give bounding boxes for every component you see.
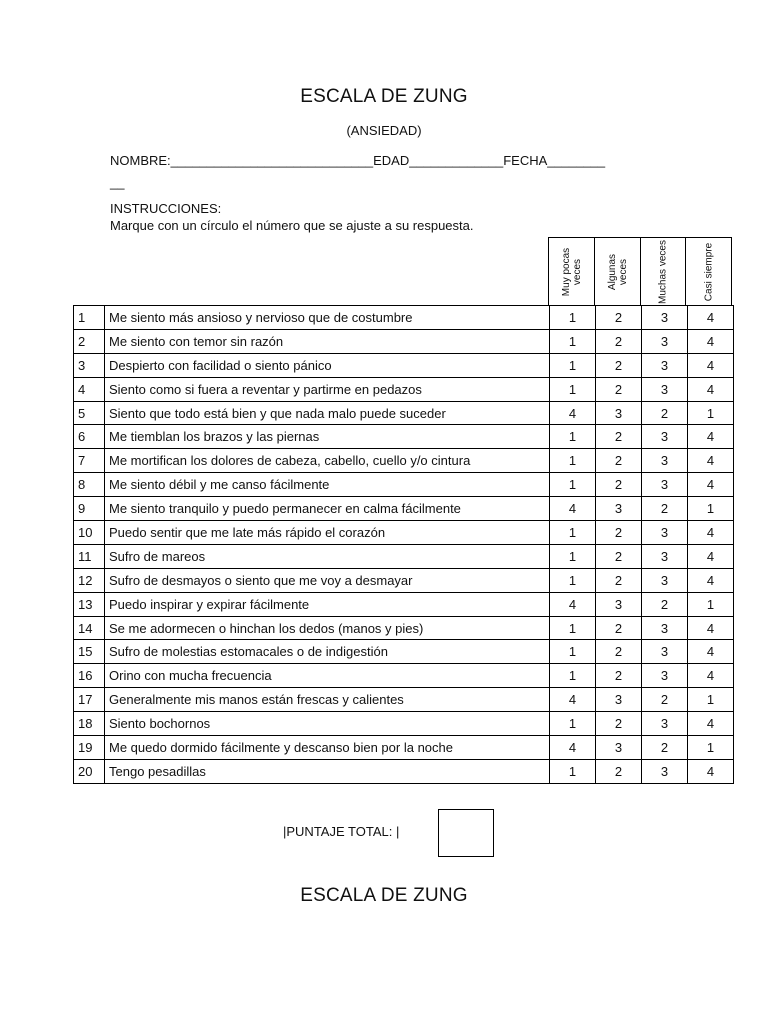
item-score-option[interactable]: 3 [642,353,688,377]
item-score-option[interactable]: 2 [642,497,688,521]
total-score-box[interactable] [438,809,494,857]
item-number: 4 [74,377,105,401]
item-score-option[interactable]: 2 [596,544,642,568]
column-header-algunas-veces [594,238,640,305]
item-score-option[interactable]: 3 [642,306,688,330]
item-score-option[interactable]: 4 [688,306,734,330]
instructions-heading: INSTRUCCIONES: [110,201,222,216]
item-statement: Siento como si fuera a reventar y partirme en pedazos [105,377,550,401]
item-score-option[interactable]: 1 [550,473,596,497]
page-subtitle: (ANSIEDAD) [346,123,422,138]
item-score-option[interactable]: 4 [550,497,596,521]
answer-column-headers [548,237,732,305]
item-score-option[interactable]: 4 [688,473,734,497]
item-score-option[interactable]: 2 [596,425,642,449]
item-score-option[interactable]: 4 [688,664,734,688]
page-title: ESCALA DE ZUNG [300,86,468,107]
item-statement: Se me adormecen o hinchan los dedos (manos y pies) [105,616,550,640]
total-score-label: |PUNTAJE TOTAL: | [283,824,400,839]
item-score-option[interactable]: 3 [642,616,688,640]
item-score-option[interactable]: 2 [596,640,642,664]
item-score-option[interactable]: 2 [642,736,688,760]
item-statement: Siento que todo está bien y que nada malo puede suceder [105,401,550,425]
table-row [74,497,734,521]
item-number: 18 [74,712,105,736]
item-score-option[interactable]: 1 [550,616,596,640]
table-row [74,329,734,353]
item-statement: Sufro de mareos [105,544,550,568]
item-statement: Me siento tranquilo y puedo permanecer en calma fácilmente [105,497,550,521]
item-score-option[interactable]: 3 [642,473,688,497]
item-score-option[interactable]: 2 [642,401,688,425]
item-score-option[interactable]: 4 [688,640,734,664]
table-row [74,544,734,568]
item-score-option[interactable]: 4 [550,592,596,616]
item-score-option[interactable]: 4 [688,759,734,783]
item-statement: Tengo pesadillas [105,759,550,783]
item-score-option[interactable]: 1 [550,425,596,449]
item-score-option[interactable]: 1 [550,353,596,377]
item-score-option[interactable]: 1 [550,640,596,664]
table-row [74,377,734,401]
item-score-option[interactable]: 1 [550,521,596,545]
item-number: 19 [74,736,105,760]
item-score-option[interactable]: 3 [642,712,688,736]
item-score-option[interactable]: 1 [688,401,734,425]
table-row [74,401,734,425]
item-number: 2 [74,329,105,353]
patient-fields-wrap: __ [110,175,125,190]
item-statement: Sufro de molestias estomacales o de indigestión [105,640,550,664]
column-header-label: Muy pocas veces [560,247,583,296]
item-score-option[interactable]: 2 [642,592,688,616]
item-score-option[interactable]: 2 [596,377,642,401]
item-score-option[interactable]: 1 [550,664,596,688]
item-number: 1 [74,306,105,330]
table-row [74,425,734,449]
footer-title: ESCALA DE ZUNG [300,885,468,906]
column-header-muy-pocas-veces [549,238,594,305]
item-number: 11 [74,544,105,568]
item-score-option[interactable]: 4 [550,688,596,712]
item-statement: Me siento débil y me canso fácilmente [105,473,550,497]
table-row [74,592,734,616]
item-score-option[interactable]: 3 [642,640,688,664]
item-score-option[interactable]: 4 [688,449,734,473]
item-number: 14 [74,616,105,640]
item-score-option[interactable]: 4 [688,377,734,401]
item-number: 15 [74,640,105,664]
table-row [74,736,734,760]
item-score-option[interactable]: 4 [688,568,734,592]
item-score-option[interactable]: 2 [596,521,642,545]
item-statement: Puedo inspirar y expirar fácilmente [105,592,550,616]
item-score-option[interactable]: 3 [642,568,688,592]
item-number: 9 [74,497,105,521]
instructions-text: Marque con un círculo el número que se ajuste a su respuesta. [110,218,474,233]
item-score-option[interactable]: 1 [550,568,596,592]
item-statement: Siento bochornos [105,712,550,736]
item-score-option[interactable]: 2 [596,759,642,783]
item-score-option[interactable]: 3 [642,759,688,783]
item-score-option[interactable]: 4 [688,712,734,736]
column-header-casi-siempre [685,238,731,305]
item-score-option[interactable]: 2 [596,306,642,330]
table-row [74,473,734,497]
item-statement: Me mortifican los dolores de cabeza, cabello, cuello y/o cintura [105,449,550,473]
item-score-option[interactable]: 4 [688,521,734,545]
item-score-option[interactable]: 2 [596,473,642,497]
item-number: 17 [74,688,105,712]
table-row [74,616,734,640]
item-score-option[interactable]: 1 [688,497,734,521]
table-row [74,353,734,377]
item-score-option[interactable]: 3 [642,521,688,545]
item-statement: Puedo sentir que me late más rápido el corazón [105,521,550,545]
item-number: 7 [74,449,105,473]
item-number: 6 [74,425,105,449]
table-row [74,521,734,545]
item-score-option[interactable]: 3 [642,425,688,449]
item-score-option[interactable]: 3 [642,377,688,401]
item-score-option[interactable]: 4 [550,736,596,760]
item-score-option[interactable]: 1 [550,306,596,330]
table-row [74,688,734,712]
item-score-option[interactable]: 1 [550,449,596,473]
item-score-option[interactable]: 1 [550,544,596,568]
table-row [74,306,734,330]
column-header-label: Algunas veces [606,253,629,290]
item-score-option[interactable]: 1 [688,688,734,712]
item-statement: Generalmente mis manos están frescas y calientes [105,688,550,712]
item-score-option[interactable]: 1 [550,712,596,736]
column-header-label: Casi siempre [703,242,715,301]
item-number: 20 [74,759,105,783]
item-score-option[interactable]: 3 [596,592,642,616]
item-score-option[interactable]: 3 [642,544,688,568]
item-score-option[interactable]: 2 [596,353,642,377]
item-statement: Sufro de desmayos o siento que me voy a desmayar [105,568,550,592]
table-row [74,664,734,688]
table-row [74,449,734,473]
item-score-option[interactable]: 2 [596,616,642,640]
item-score-option[interactable]: 1 [550,759,596,783]
item-score-option[interactable]: 2 [596,329,642,353]
item-score-option[interactable]: 2 [596,664,642,688]
questionnaire-table [73,305,734,784]
item-score-option[interactable]: 1 [688,592,734,616]
item-score-option[interactable]: 1 [688,736,734,760]
item-score-option[interactable]: 4 [688,329,734,353]
item-score-option[interactable]: 2 [596,449,642,473]
item-statement: Me siento con temor sin razón [105,329,550,353]
table-row [74,640,734,664]
table-row [74,712,734,736]
item-score-option[interactable]: 1 [550,329,596,353]
table-row [74,759,734,783]
item-score-option[interactable]: 2 [596,568,642,592]
item-score-option[interactable]: 4 [550,401,596,425]
item-number: 13 [74,592,105,616]
item-number: 5 [74,401,105,425]
patient-fields-line: NOMBRE:____________________________EDAD_____________FECHA________ [110,153,606,168]
table-row [74,568,734,592]
item-score-option[interactable]: 3 [596,688,642,712]
item-score-option[interactable]: 3 [642,449,688,473]
item-number: 12 [74,568,105,592]
item-score-option[interactable]: 2 [642,688,688,712]
item-score-option[interactable]: 4 [688,425,734,449]
item-number: 3 [74,353,105,377]
item-statement: Me siento más ansioso y nervioso que de costumbre [105,306,550,330]
item-score-option[interactable]: 4 [688,353,734,377]
item-score-option[interactable]: 3 [596,736,642,760]
item-statement: Me quedo dormido fácilmente y descanso bien por la noche [105,736,550,760]
item-score-option[interactable]: 3 [642,664,688,688]
item-score-option[interactable]: 3 [596,497,642,521]
item-number: 8 [74,473,105,497]
item-score-option[interactable]: 3 [642,329,688,353]
item-score-option[interactable]: 1 [550,377,596,401]
item-number: 16 [74,664,105,688]
item-statement: Orino con mucha frecuencia [105,664,550,688]
item-number: 10 [74,521,105,545]
item-score-option[interactable]: 3 [596,401,642,425]
item-statement: Me tiemblan los brazos y las piernas [105,425,550,449]
column-header-muchas-veces [640,238,686,305]
column-header-label: Muchas veces [657,239,669,304]
item-score-option[interactable]: 4 [688,616,734,640]
item-statement: Despierto con facilidad o siento pánico [105,353,550,377]
item-score-option[interactable]: 2 [596,712,642,736]
item-score-option[interactable]: 4 [688,544,734,568]
